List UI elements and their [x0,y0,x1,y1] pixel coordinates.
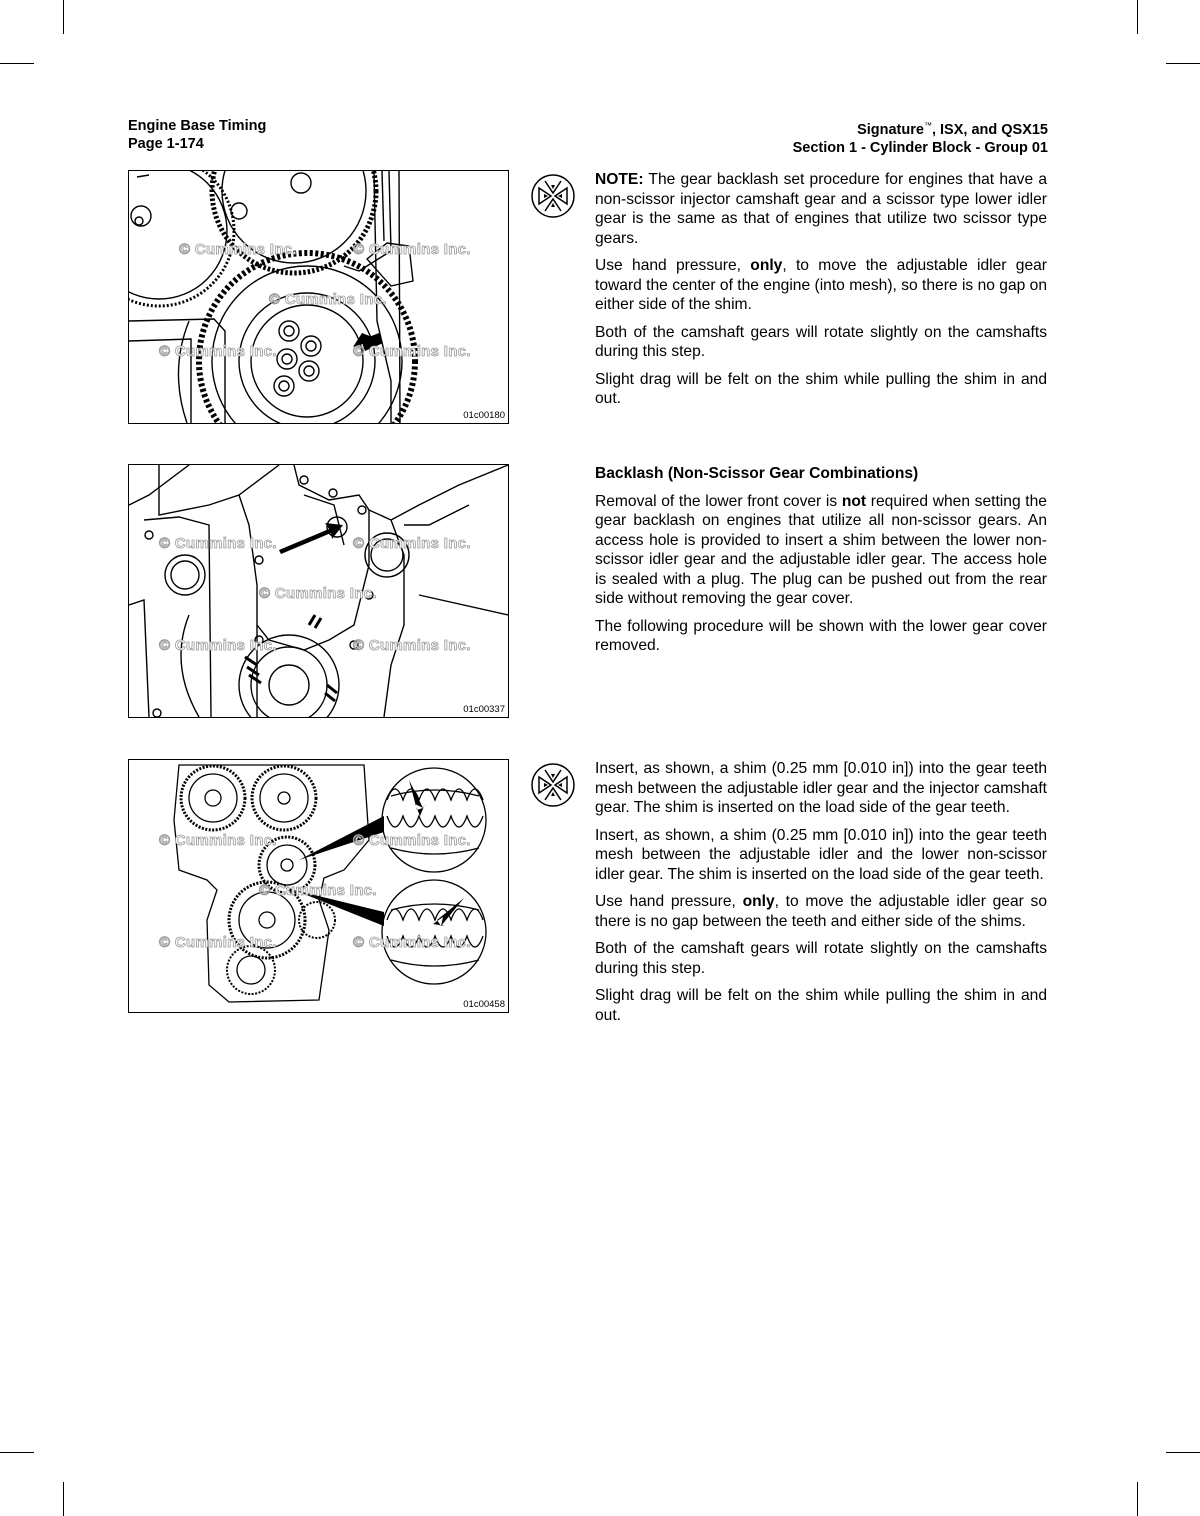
page-header-left [128,117,266,153]
watermark: © Cummins Inc. [159,832,277,849]
paragraph: Slight drag will be felt on the shim while pulling the shim in and out. [595,370,1047,407]
watermark: © Cummins Inc. [353,535,471,552]
header-product: Signature™, ISX, and QSX15 [857,121,1048,138]
watermark: © Cummins Inc. [353,832,471,849]
paragraph: Slight drag will be felt on the shim while pulling the shim in and out. [595,987,1047,1024]
watermark: © Cummins Inc. [353,343,471,360]
text-block-2 [595,464,1047,664]
crop-mark [1137,0,1138,34]
header-title: Engine Base Timing [128,118,267,134]
watermark: © Cummins Inc. [259,882,377,899]
crop-mark [0,63,34,64]
watermark: © Cummins Inc. [179,241,297,258]
arrow-icon [433,898,464,926]
figure-2 [128,464,509,718]
paragraph: Both of the camshaft gears will rotate slightly on the camshafts during this step. [595,940,1047,977]
crop-mark [1166,1452,1200,1453]
crop-mark [63,0,64,34]
header-section: Section 1 - Cylinder Block - Group 01 [792,139,1048,156]
paragraph: Use hand pressure, only, to move the adjustable idler gear so there is no gap between the teeth and either side of the shims. [595,893,1047,930]
figure-3 [128,759,509,1013]
section-heading: Backlash (Non-Scissor Gear Combinations) [595,465,919,482]
watermark: © Cummins Inc. [159,934,277,951]
paragraph: The following procedure will be shown with the lower gear cover removed. [595,617,1047,654]
text-block-3 [595,759,1047,1033]
figure-id: 01c00180 [463,410,505,421]
crop-mark [0,1452,34,1453]
figure-id: 01c00458 [463,999,505,1010]
arrow-icon [409,780,425,816]
watermark: © Cummins Inc. [159,637,277,654]
crop-mark [63,1482,64,1516]
figure-id: 01c00337 [463,704,505,715]
page-header-right [793,117,1048,157]
figure-1 [128,170,509,424]
paragraph: Use hand pressure, only, to move the adjustable idler gear toward the center of the engine (into mesh), so there is no gap on either side of the shim. [595,257,1047,313]
paragraph: Insert, as shown, a shim (0.25 mm [0.010 in]) into the gear teeth mesh between the adjustable idler gear and the injector camshaft gear. The shim is inserted on the load side of the gear teeth. [595,760,1047,816]
watermark: © Cummins Inc. [353,637,471,654]
text-block-1 [595,170,1047,417]
paragraph: Insert, as shown, a shim (0.25 mm [0.010 in]) into the gear teeth mesh between the adjustable idler and the lower non-scissor idler gear. The shim is inserted on the load side of the gear teeth. [595,826,1047,883]
watermark: © Cummins Inc. [159,343,277,360]
arrow-icon [279,523,343,554]
tool-icon [529,761,577,809]
crop-mark [1137,1482,1138,1516]
paragraph: Both of the camshaft gears will rotate slightly on the camshafts during this step. [595,323,1047,360]
watermark: © Cummins Inc. [353,241,471,258]
tool-icon [529,172,577,220]
note-paragraph: NOTE: The gear backlash set procedure for engines that have a non-scissor injector camshaft gear and a scissor type lower idler gear is the same as that of engines that utilize two scissor type gears. [595,171,1047,247]
page-number: Page 1-174 [128,136,204,152]
watermark: © Cummins Inc. [269,291,387,308]
watermark: © Cummins Inc. [259,585,377,602]
paragraph: Removal of the lower front cover is not required when setting the gear backlash on engines that utilize all non-scissor gears. An access hole is provided to insert a shim between the lower non-scissor idler gear and the adjustable idler gear. The access hole is sealed with a plug. The plug can be pushed out from the rear side without removing the gear cover. [595,492,1047,607]
crop-mark [1166,63,1200,64]
watermark: © Cummins Inc. [159,535,277,552]
watermark: © Cummins Inc. [353,934,471,951]
